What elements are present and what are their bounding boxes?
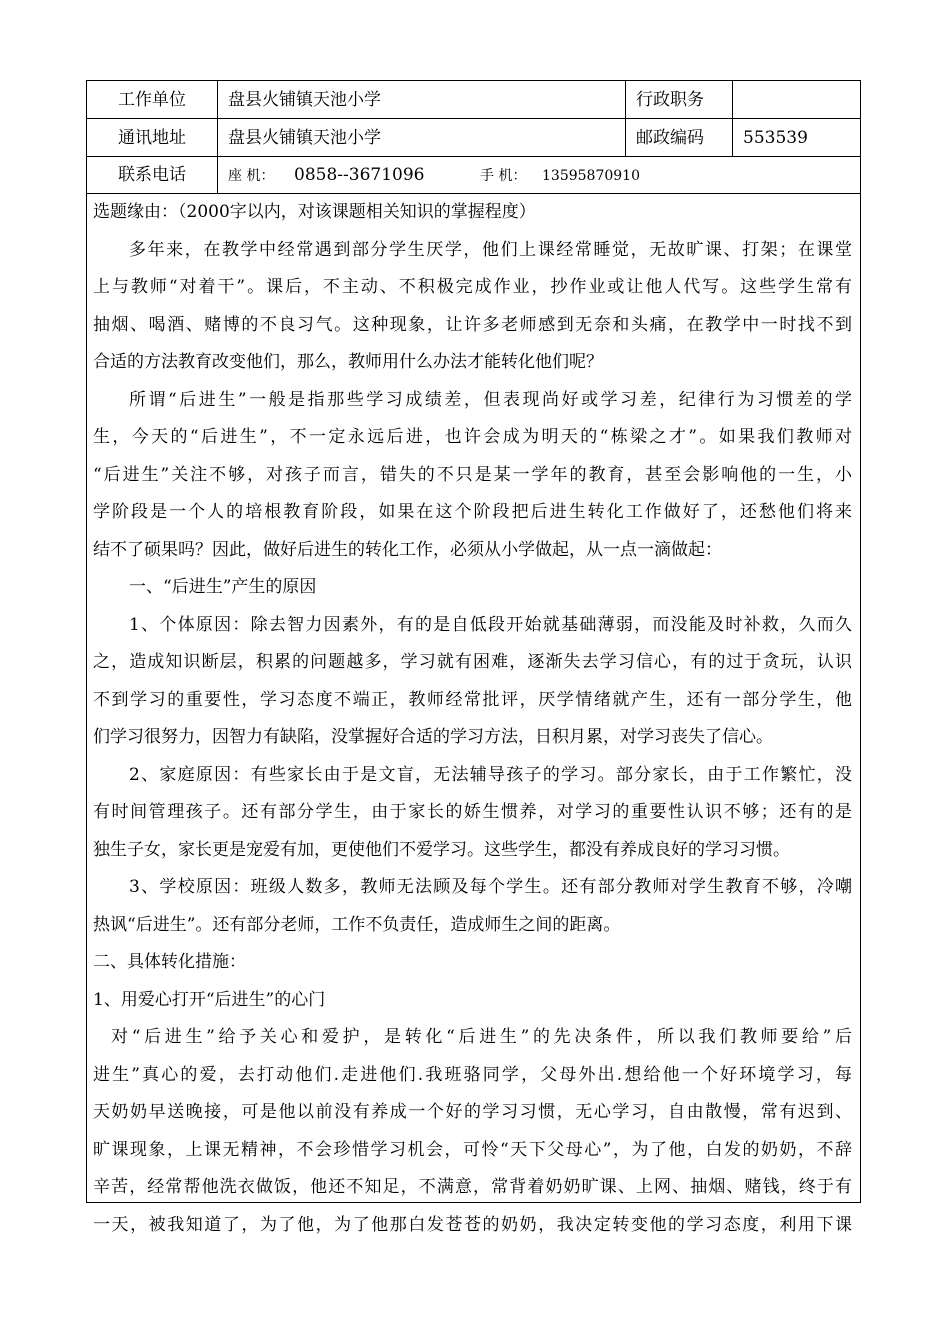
text-line: 旷课现象，上课无精神，不会珍惜学习机会，可怜“天下父母心”，为了他，白发的奶奶，不辞: [93, 1139, 852, 1160]
text-line: 3、学校原因：班级人数多，教师无法顾及每个学生。还有部分教师对学生教育不够，冷嘲: [129, 877, 852, 897]
text-line: 有时间管理孩子。还有部分学生，由于家长的娇生惯养，对学习的重要性认识不够；还有的是: [93, 802, 852, 822]
mobile-label: 手 机：: [480, 168, 527, 184]
address-value: 盘县火铺镇天池小学: [218, 119, 626, 156]
text-line: 合适的方法教育改变他们，那么，教师用什么办法才能转化他们呢？: [93, 352, 603, 372]
phone-values: [218, 157, 862, 193]
address-label: 通讯地址: [87, 119, 218, 156]
section-heading: 二、具体转化措施：: [93, 952, 246, 972]
text-line: 之，造成知识断层，积累的问题越多，学习就有困难，逐渐失去学习信心，有的过于贪玩，认识: [93, 652, 852, 672]
subheading: 1、用爱心打开“后进生”的心门: [93, 989, 326, 1010]
text-line: 独生子女，家长更是宠爱有加，更使他们不爱学习。这些学生，都没有养成良好的学习习惯。: [93, 839, 790, 860]
text-line: 结不了硕果吗？因此，做好后进生的转化工作，必须从小学做起，从一点一滴做起：: [93, 539, 722, 560]
text-line: 热讽“后进生”。还有部分老师，工作不负责任，造成师生之间的距离。: [93, 914, 621, 935]
postal-code-value: 553539: [743, 128, 808, 148]
work-unit-value: 盘县火铺镇天池小学: [218, 81, 626, 118]
text-line: 一天，被我知道了，为了他，为了他那白发苍苍的奶奶，我决定转变他的学习态度，利用下课: [93, 1214, 852, 1235]
postal-code-label: 邮政编码: [626, 119, 733, 156]
admin-position-value: [733, 81, 862, 118]
text-line: 不到学习的重要性，学习态度不端正，教师经常批评，厌学情绪就产生，还有一部分学生，他: [93, 689, 852, 710]
landline-number: 0858--3671096: [294, 165, 425, 185]
text-line: 抽烟、喝酒、赌博的不良习气。这种现象，让许多老师感到无奈和头痛，在教学中一时找不到: [93, 314, 852, 335]
mobile-number: 13595870910: [542, 168, 640, 184]
address-row: [87, 119, 860, 157]
landline-label: 座 机：: [228, 168, 275, 184]
work-unit-label: 工作单位: [87, 81, 218, 118]
subheading: 一、“后进生”产生的原因: [129, 577, 317, 597]
text-line: 多年来，在教学中经常遇到部分学生厌学，他们上课经常睡觉，无故旷课、打架；在课堂: [129, 239, 852, 260]
admin-position-label: 行政职务: [626, 81, 733, 118]
text-line: 生，今天的“后进生”，不一定永远后进，也许会成为明天的“栋梁之才”。如果我们教师对: [93, 427, 852, 447]
text-line: “后进生”关注不够，对孩子而言，错失的不只是某一学年的教育，甚至会影响他的一生，小: [93, 464, 852, 485]
text-line: 上与教师“对着干”。课后，不主动、不积极完成作业，抄作业或让他人代写。这些学生常有: [93, 277, 852, 297]
section-heading: 选题缘由：（2000字以内，对该课题相关知识的掌握程度）: [93, 202, 536, 222]
text-line: 学阶段是一个人的培根教育阶段，如果在这个阶段把后进生转化工作做好了，还愁他们将来: [93, 502, 852, 522]
application-form-table: [86, 80, 861, 1235]
work-unit-row: [87, 81, 860, 119]
text-line: 2、家庭原因：有些家长由于是文盲，无法辅导孩子的学习。部分家长，由于工作繁忙，没: [129, 764, 852, 785]
text-line: 对“后进生”给予关心和爱护，是转化“后进生”的先决条件，所以我们教师要给”后: [111, 1027, 852, 1047]
text-line: 进生”真心的爱，去打动他们.走进他们.我班骆同学，父母外出.想给他一个好环境学习，每: [93, 1064, 852, 1085]
phone-label: 联系电话: [87, 157, 218, 193]
text-line: 所谓“后进生”一般是指那些学习成绩差，但表现尚好或学习差，纪律行为习惯差的学: [129, 389, 852, 410]
text-line: 1、个体原因：除去智力因素外，有的是自低段开始就基础薄弱，而没能及时补救，久而久: [129, 614, 852, 635]
text-line: 们学习很努力，因智力有缺陷，没掌握好合适的学习方法，日积月累，对学习丧失了信心。: [93, 727, 773, 747]
text-line: 天奶奶早送晚接，可是他以前没有养成一个好的学习习惯，无心学习，自由散慢，常有迟到、: [93, 1102, 852, 1122]
text-line: 辛苦，经常帮他洗衣做饭，他还不知足，不满意，常背着奶奶旷课、上网、抽烟、赌钱，终于有: [93, 1177, 852, 1197]
topic-rationale-section: [87, 194, 860, 1244]
phone-row: [87, 157, 860, 194]
